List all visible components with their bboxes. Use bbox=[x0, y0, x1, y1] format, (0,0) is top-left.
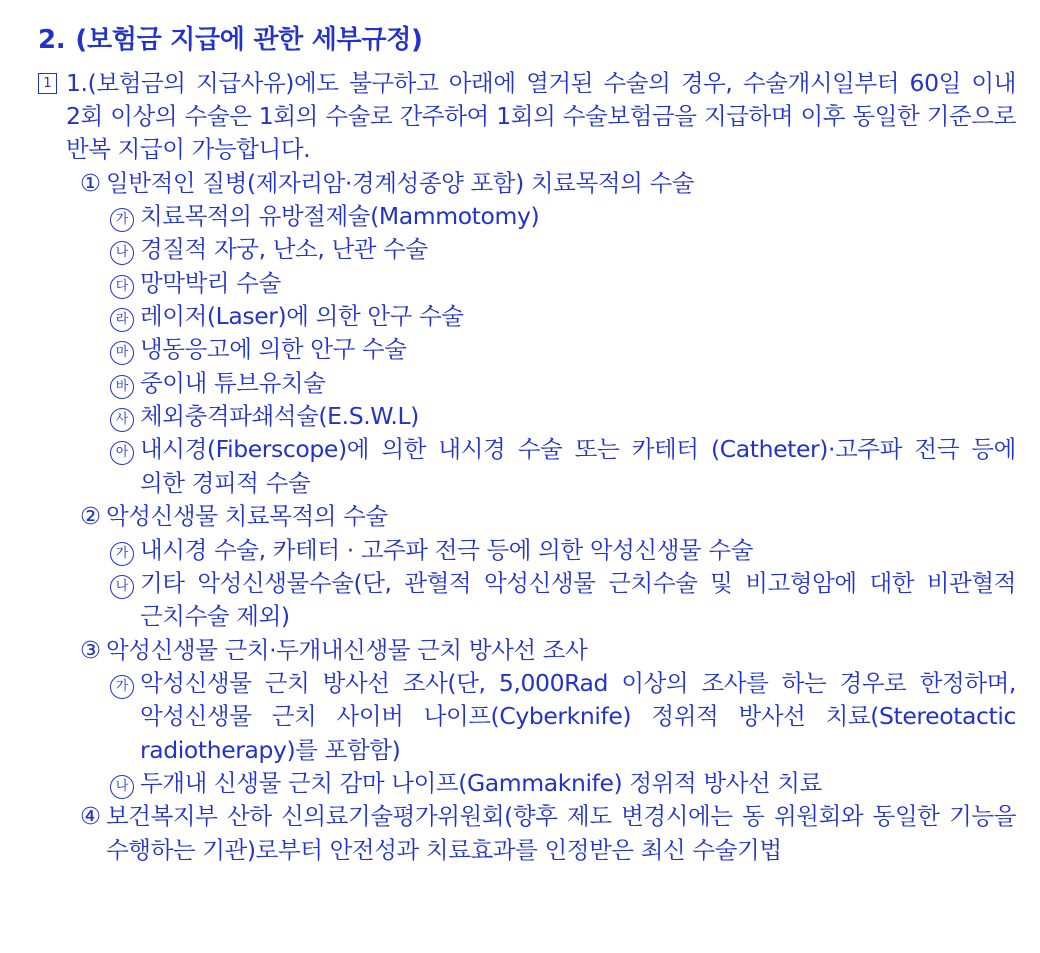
item-marker: ③ bbox=[80, 635, 102, 664]
section-title: (보험금 지급에 관한 세부규정) bbox=[75, 25, 423, 55]
item-text: 보건복지부 산하 신의료기술평가위원회(향후 제도 변경시에는 동 위원회와 동일한 기능을 수행하는 기관)로부터 안전성과 치료효과를 인정받은 최신 수술기법 bbox=[106, 802, 1016, 864]
subitem-marker: 가 bbox=[110, 200, 140, 232]
subitem-marker: 나 bbox=[110, 233, 140, 265]
item-marker: ④ bbox=[80, 802, 102, 831]
list-item bbox=[110, 667, 1016, 767]
clause-body bbox=[66, 67, 1016, 868]
list-item bbox=[80, 800, 1016, 867]
subitem-text: 망막박리 수술 bbox=[140, 268, 281, 297]
subitem-marker: 나 bbox=[110, 567, 140, 599]
subitem-marker: 나 bbox=[110, 767, 140, 799]
list-item bbox=[80, 167, 1016, 200]
subitem-marker: 사 bbox=[110, 400, 140, 432]
subitem-marker: 가 bbox=[110, 667, 140, 699]
section-heading bbox=[38, 24, 1016, 57]
list-item bbox=[110, 400, 1016, 433]
subitem-text: 치료목적의 유방절제술(Mammotomy) bbox=[140, 201, 540, 230]
list-item bbox=[80, 500, 1016, 533]
list-item bbox=[110, 534, 1016, 567]
clause-1 bbox=[38, 67, 1016, 868]
subitem-text: 악성신생물 근치 방사선 조사(단, 5,000Rad 이상의 조사를 하는 경우로 한정하며, 악성신생물 근치 사이버 나이프(Cyberknife) 정위적 방사선 치료(Stereotactic radiotherapy)를 포함함) bbox=[140, 668, 1016, 764]
item-marker: ② bbox=[80, 502, 102, 531]
subitem-marker: 가 bbox=[110, 534, 140, 566]
subitem-marker: 바 bbox=[110, 367, 140, 399]
subitem-text: 두개내 신생물 근치 감마 나이프(Gammaknife) 정위적 방사선 치료 bbox=[140, 769, 822, 798]
list-item bbox=[110, 767, 1016, 800]
subitem-text: 기타 악성신생물수술(단, 관혈적 악성신생물 근치수술 및 비고형암에 대한 비관혈적 근치수술 제외) bbox=[140, 568, 1016, 631]
list-item bbox=[110, 200, 1016, 233]
subitem-marker: 다 bbox=[110, 267, 140, 299]
list-item bbox=[110, 567, 1016, 634]
list-item bbox=[110, 367, 1016, 400]
clause-marker: 1 bbox=[38, 73, 57, 94]
subitem-text: 내시경 수술, 카테터 · 고주파 전극 등에 의한 악성신생물 수술 bbox=[140, 535, 753, 564]
subitem-marker: 마 bbox=[110, 333, 140, 365]
subitem-text: 경질적 자궁, 난소, 난관 수술 bbox=[140, 235, 428, 264]
subitem-marker: 아 bbox=[110, 433, 140, 465]
item-text: 일반적인 질병(제자리암·경계성종양 포함) 치료목적의 수술 bbox=[106, 168, 695, 197]
subitem-marker: 라 bbox=[110, 300, 140, 332]
list-item bbox=[110, 300, 1016, 333]
clause-text: 1.(보험금의 지급사유)에도 불구하고 아래에 열거된 수술의 경우, 수술개시일부터 60일 이내 2회 이상의 수술은 1회의 수술로 간주하여 1회의 수술보험금을 지급하며 이후 동일한 기준으로 반복 지급이 가능합니다. bbox=[66, 68, 1016, 164]
list-item bbox=[110, 333, 1016, 366]
item-text: 악성신생물 근치·두개내신생물 근치 방사선 조사 bbox=[106, 635, 588, 664]
subitem-text: 체외충격파쇄석술(E.S.W.L) bbox=[140, 402, 419, 431]
subitem-text: 레이저(Laser)에 의한 안구 수술 bbox=[140, 302, 464, 331]
list-item bbox=[80, 634, 1016, 667]
subitem-text: 내시경(Fiberscope)에 의한 내시경 수술 또는 카테터 (Catheter)·고주파 전극 등에 의한 경피적 수술 bbox=[140, 435, 1016, 497]
subitem-text: 중이내 튜브유치술 bbox=[140, 368, 326, 397]
section-number: 2. bbox=[38, 25, 66, 55]
subitem-text: 냉동응고에 의한 안구 수술 bbox=[140, 335, 407, 364]
list-item bbox=[110, 233, 1016, 266]
list-item bbox=[110, 433, 1016, 500]
item-text: 악성신생물 치료목적의 수술 bbox=[106, 502, 388, 531]
list-item bbox=[110, 267, 1016, 300]
item-marker: ① bbox=[80, 168, 102, 197]
